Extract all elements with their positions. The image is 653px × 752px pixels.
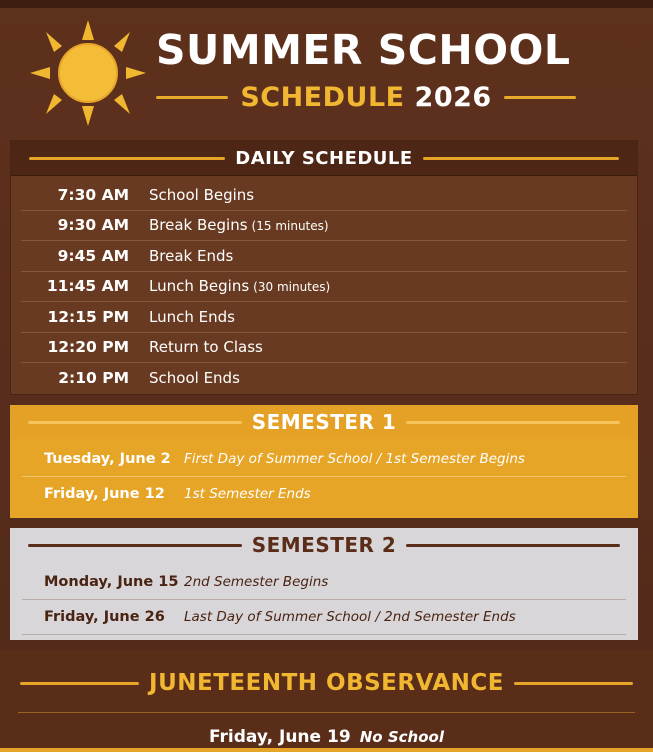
sun-icon xyxy=(28,18,148,128)
daily-schedule-panel xyxy=(10,140,638,395)
rule xyxy=(29,157,225,160)
semester-date: Friday, June 12 xyxy=(44,486,165,502)
schedule-event xyxy=(149,216,329,234)
semester-date: Tuesday, June 2 xyxy=(44,451,171,467)
schedule-row xyxy=(21,363,627,393)
juneteenth-panel xyxy=(0,650,653,752)
schedule-event xyxy=(149,338,263,356)
semester-row xyxy=(22,442,626,477)
juneteenth-header xyxy=(0,650,653,706)
juneteenth-desc: No School xyxy=(359,728,444,746)
divider xyxy=(18,712,635,713)
schedule-event xyxy=(149,186,254,204)
poster-header xyxy=(0,0,653,130)
schedule-event xyxy=(149,247,233,265)
schedule-time: 9:30 AM xyxy=(57,216,129,235)
schedule-time: 7:30 AM xyxy=(57,185,129,204)
event-label: Break Begins xyxy=(149,216,248,235)
semester-row xyxy=(22,565,626,600)
semester-2-header xyxy=(10,528,638,562)
title-year: 2026 xyxy=(414,81,492,113)
event-note: (15 minutes) xyxy=(251,219,329,234)
event-label: Lunch Ends xyxy=(149,307,235,326)
rule xyxy=(406,421,620,424)
semester-1-list xyxy=(10,442,638,511)
schedule-row xyxy=(21,272,627,303)
daily-schedule-header xyxy=(11,141,637,176)
schedule-time: 9:45 AM xyxy=(57,246,129,265)
event-label: Return to Class xyxy=(149,338,263,357)
schedule-event xyxy=(149,277,330,295)
juneteenth-date: Friday, June 19 xyxy=(209,727,351,747)
schedule-row xyxy=(21,180,627,211)
semester-date: Monday, June 15 xyxy=(44,574,179,590)
juneteenth-line xyxy=(0,727,653,747)
bottom-bar xyxy=(0,748,653,752)
event-label: School Ends xyxy=(149,368,240,387)
schedule-row xyxy=(21,302,627,333)
event-label: School Begins xyxy=(149,185,255,204)
semester-date: Friday, June 26 xyxy=(44,609,165,625)
rule xyxy=(514,682,633,685)
semester-desc: 1st Semester Ends xyxy=(184,486,311,502)
schedule-time: 12:20 PM xyxy=(47,338,129,357)
schedule-time: 12:15 PM xyxy=(47,307,129,326)
semester-desc: Last Day of Summer School / 2nd Semester Ends xyxy=(184,609,516,625)
semester-desc: 2nd Semester Begins xyxy=(184,574,329,590)
rule xyxy=(423,157,619,160)
semester-1-header xyxy=(10,405,638,439)
juneteenth-heading: JUNETEENTH OBSERVANCE xyxy=(149,670,504,696)
semester-desc: First Day of Summer School / 1st Semester Begins xyxy=(184,451,525,467)
semester-1-heading: SEMESTER 1 xyxy=(251,410,397,434)
title-left-rule xyxy=(156,96,228,99)
rule xyxy=(406,544,620,547)
schedule-row xyxy=(21,241,627,272)
schedule-row xyxy=(21,211,627,242)
semester-2-panel xyxy=(10,528,638,640)
schedule-event xyxy=(149,308,235,326)
title-sub xyxy=(240,82,491,113)
schedule-row xyxy=(21,333,627,364)
rule xyxy=(20,682,139,685)
schedule-event xyxy=(149,369,240,387)
event-label: Break Ends xyxy=(149,246,234,265)
title-right-rule xyxy=(504,96,576,99)
semester-row xyxy=(22,600,626,635)
rule xyxy=(28,544,242,547)
event-note: (30 minutes) xyxy=(253,280,331,295)
semester-1-panel xyxy=(10,405,638,518)
daily-schedule-list xyxy=(11,176,637,393)
event-label: Lunch Begins xyxy=(149,277,250,296)
semester-row xyxy=(22,477,626,511)
title-sub-row xyxy=(156,80,576,114)
semester-2-heading: SEMESTER 2 xyxy=(251,533,397,557)
rule xyxy=(28,421,242,424)
title-main: SUMMER SCHOOL xyxy=(156,26,571,74)
schedule-time: 2:10 PM xyxy=(58,368,129,387)
title-sub-word: SCHEDULE xyxy=(240,81,405,113)
daily-schedule-heading: DAILY SCHEDULE xyxy=(235,147,413,169)
schedule-time: 11:45 AM xyxy=(46,277,129,296)
semester-2-list xyxy=(10,565,638,635)
